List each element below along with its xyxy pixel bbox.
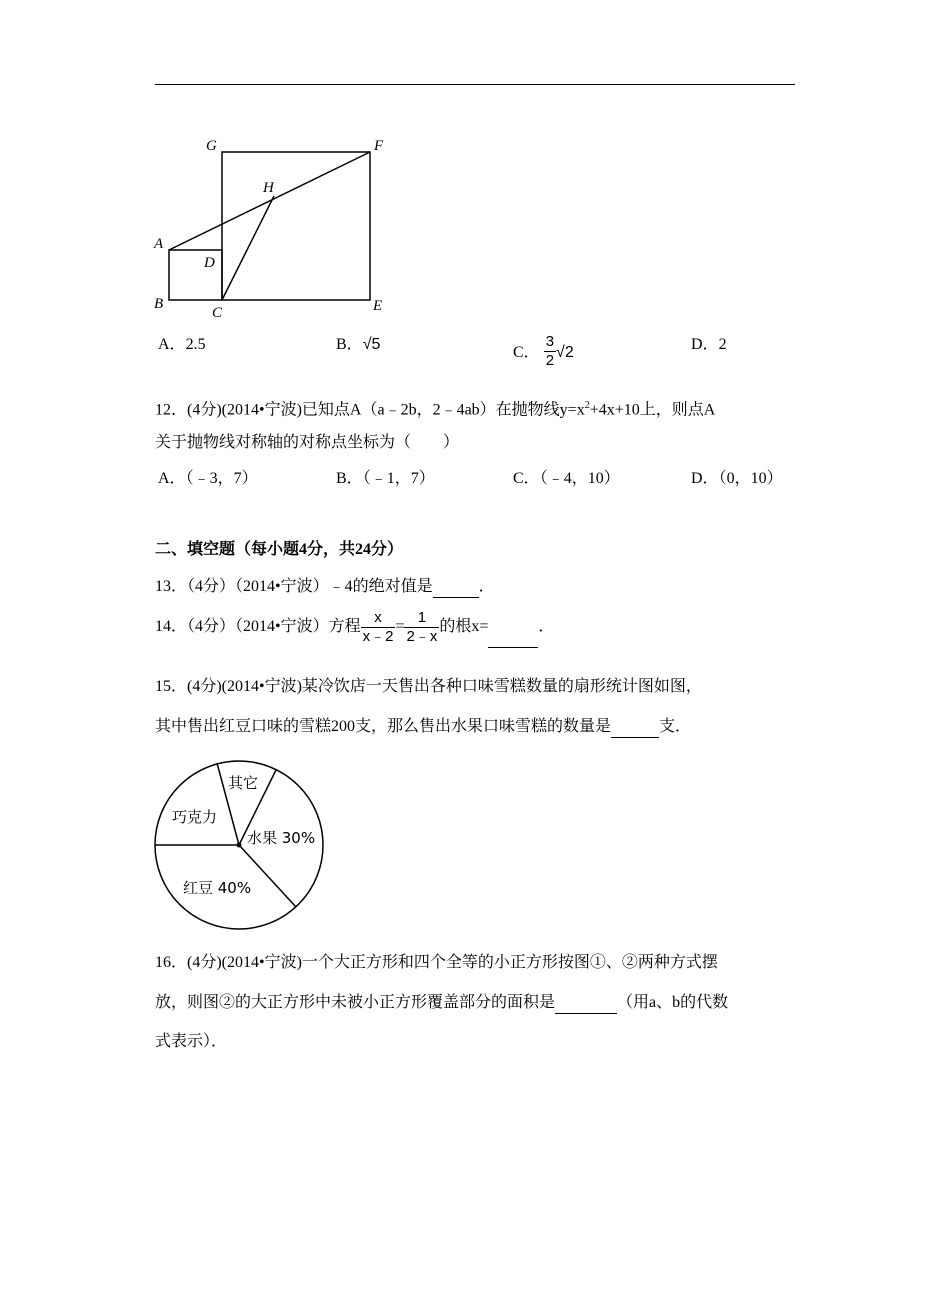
q13: 13．（4分）（2014•宁波）﹣4的绝对值是 ． [155,577,495,598]
header-rule [155,84,795,85]
q16-line1: 16．(4分)(2014•宁波)一个大正方形和四个全等的小正方形按图①、②两种方式摆 [155,954,718,971]
large-square [222,152,370,300]
q12-option-b: B．（﹣1，7） [336,470,435,487]
q11-option-a: A．2.5 [158,336,206,353]
label-B: B [154,296,164,312]
q12-option-c: C．（﹣4，10） [513,470,620,487]
pie-label-chocolate: 巧克力 [172,808,218,826]
pie-label-redbean: 红豆 40% [183,879,252,897]
q16-line2: 放，则图②的大正方形中未被小正方形覆盖部分的面积是 （用a、b的代数 [155,993,728,1014]
q12-line2: 关于抛物线对称轴的对称点坐标为（ ） [155,434,460,451]
section-title: 二、填空题（每小题4分，共24分） [155,541,404,558]
q12-option-d: D．（0，10） [691,470,783,487]
label-D: D [204,255,215,271]
q16-line3: 式表示）． [155,1033,228,1050]
geometry-figure [150,130,410,325]
q11-option-d: D．2 [691,336,727,353]
q15-line1: 15．(4分)(2014•宁波)某冷饮店一天售出各种口味雪糕数量的扇形统计图如图， [155,678,702,695]
label-E: E [373,298,383,314]
label-F: F [374,138,384,154]
pie-center [237,843,242,848]
q11-option-c: C． $\frac{3}{2}$ √2 [513,333,574,369]
label-G: G [206,138,217,154]
label-A: A [154,236,164,252]
q15-line2: 其中售出红豆口味的雪糕200支，那么售出水果口味雪糕的数量是 支． [155,717,691,738]
pie-label-other: 其它 [228,774,259,792]
label-H: H [263,180,274,196]
q12-option-a: A．（﹣3，7） [158,470,258,487]
q12-line1: 12．(4分)(2014•宁波)已知点A（a﹣2b，2﹣4ab）在抛物线$y=x^2+4x+10$上，则点A [155,400,716,419]
pie-divider-fruit-redbean [239,845,296,907]
pie-chart [150,755,330,935]
line-AF [169,152,370,250]
q11-option-b: B．√5 [336,336,381,353]
pie-label-fruit: 水果 30% [247,829,316,847]
q14: 14．（4分）（2014•宁波）方程 $\frac{x}{x﹣2}$ = $\frac{1}{2﹣x}$ 的根x= ． [155,607,554,648]
label-C: C [212,305,223,321]
